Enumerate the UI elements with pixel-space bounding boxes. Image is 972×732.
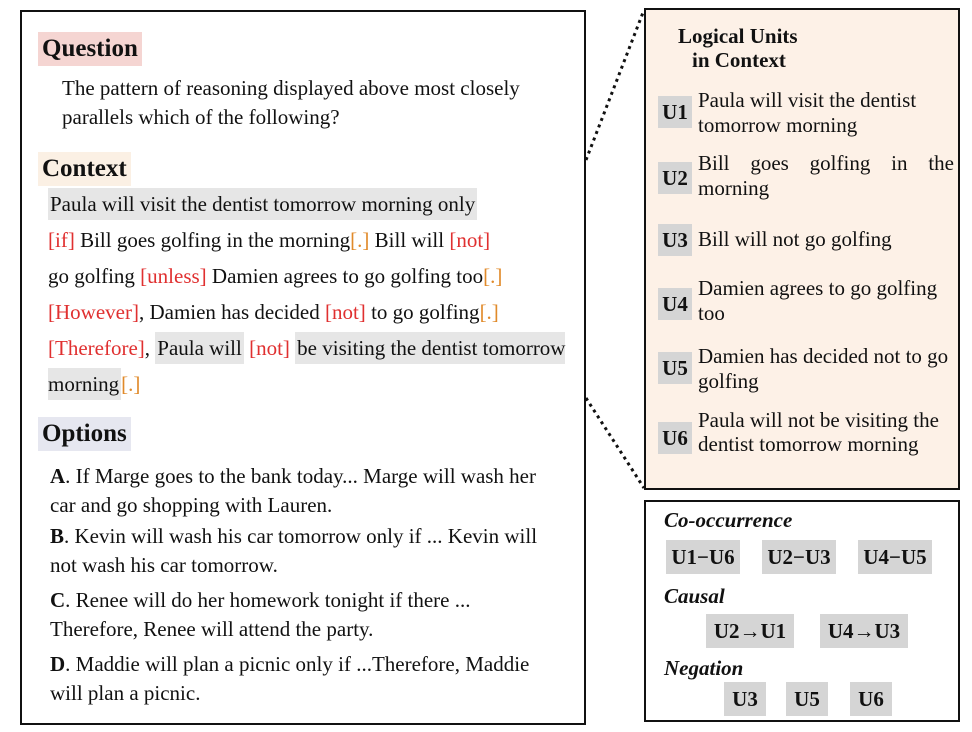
context-unit-u6a: Paula will [155, 332, 244, 364]
keyword-however: [However] [48, 300, 139, 324]
context-unit-u2: Bill goes golfing in the morning [80, 228, 351, 252]
unit-text-u4: Damien agrees to go golfing too [698, 276, 938, 325]
unit-id-u5: U5 [658, 352, 692, 384]
connector-line-top [586, 10, 644, 160]
unit-id-u6: U6 [658, 422, 692, 454]
options-heading: Options [38, 417, 131, 451]
negation-chip: U6 [850, 682, 892, 716]
keyword-therefore: [Therefore] [48, 336, 145, 360]
context-text [48, 186, 578, 402]
punct-marker: [.] [479, 300, 499, 324]
causal-heading: Causal [664, 584, 725, 608]
relations-panel [644, 500, 960, 722]
punct-marker: [.] [121, 372, 141, 396]
unit-id-u1: U1 [658, 96, 692, 128]
unit-text-u2: Bill goes golfing in the morning [698, 151, 954, 200]
question-text: The pattern of reasoning displayed above most closely parallels which of the following? [62, 76, 520, 129]
cooccurrence-chip: U4−U5 [858, 540, 932, 574]
keyword-unless: [unless] [140, 264, 207, 288]
context-heading: Context [38, 152, 131, 186]
option-text: . Kevin will wash his car tomorrow only if ... Kevin will not wash his car tomorrow. [50, 524, 538, 577]
option-b[interactable] [50, 522, 550, 580]
context-comma: , [144, 336, 156, 360]
option-letter: B [50, 524, 65, 548]
unit-text-u1: Paula will visit the dentist tomorrow morning [698, 88, 917, 137]
option-letter: D [50, 652, 66, 676]
context-unit-u5a: , Damien has decided [138, 300, 320, 324]
units-title-line1: Logical Units [678, 24, 798, 48]
context-unit-u6b: be visiting the dentist tomorrow morning [48, 332, 565, 400]
negation-chip: U3 [724, 682, 766, 716]
option-letter: C [50, 588, 66, 612]
cooccurrence-heading: Co-occurrence [664, 508, 793, 532]
units-title-line2: in Context [692, 48, 786, 72]
punct-marker: [.] [350, 228, 370, 252]
units-title [646, 24, 958, 72]
context-unit-u3b: go golfing [48, 264, 135, 288]
option-d[interactable] [50, 650, 550, 708]
cooccurrence-chip: U1−U6 [666, 540, 740, 574]
context-unit-u5b: to go golfing [371, 300, 480, 324]
unit-text-u5: Damien has decided not to go golfing [698, 344, 949, 393]
left-panel [20, 10, 586, 725]
keyword-not: [not] [324, 300, 366, 324]
option-text: . If Marge goes to the bank today... Marge will wash her car and go shopping with Lauren. [50, 464, 537, 517]
unit-id-u4: U4 [658, 288, 692, 320]
unit-id-u2: U2 [658, 162, 692, 194]
unit-text-u6: Paula will not be visiting the dentist tomorrow morning [698, 408, 939, 456]
option-text: . Maddie will plan a picnic only if ...Therefore, Maddie will plan a picnic. [50, 652, 530, 705]
negation-heading: Negation [664, 656, 744, 680]
context-unit-u1: Paula will visit the dentist tomorrow morning only [48, 188, 477, 220]
logical-units-panel [644, 8, 960, 490]
option-letter: A [50, 464, 66, 488]
context-unit-u4: Damien agrees to go golfing too [211, 264, 484, 288]
punct-marker: [.] [483, 264, 503, 288]
question-heading: Question [38, 32, 142, 66]
context-unit-u3a: Bill will [374, 228, 445, 252]
option-a[interactable] [50, 462, 550, 520]
cooccurrence-chip: U2−U3 [762, 540, 836, 574]
unit-id-u3: U3 [658, 224, 692, 256]
keyword-if: [if] [48, 228, 75, 252]
causal-chip: U4→U3 [820, 614, 908, 648]
causal-chip: U2→U1 [706, 614, 794, 648]
option-c[interactable] [50, 586, 550, 644]
keyword-not: [not] [249, 336, 290, 360]
keyword-not: [not] [449, 228, 491, 252]
unit-text-u3: Bill will not go golfing [698, 227, 892, 251]
connector-line-bottom [586, 398, 644, 488]
option-text: . Renee will do her homework tonight if there ... Therefore, Renee will attend the party. [50, 588, 471, 641]
negation-chip: U5 [786, 682, 828, 716]
